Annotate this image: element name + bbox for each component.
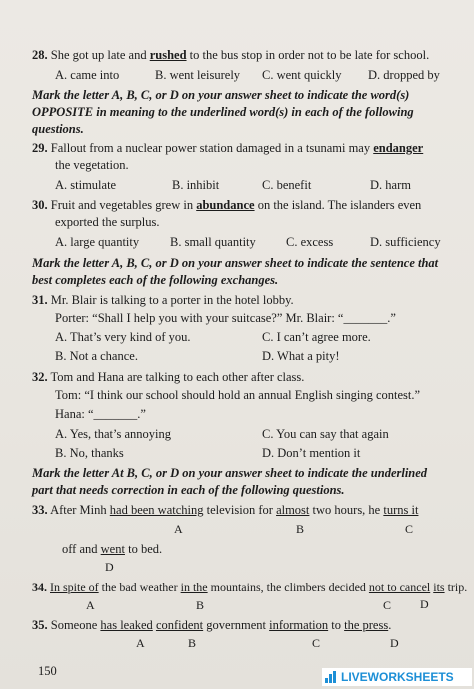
question-28 [32, 48, 429, 63]
option-d[interactable]: D. dropped by [368, 68, 440, 82]
question-text: Tom and Hana are talking to each other after class. [50, 370, 305, 384]
question-text: She got up late and [50, 48, 150, 62]
instruction-line: part that needs correction in each of the following questions. [32, 483, 345, 497]
label-a: A [136, 636, 145, 650]
question-text: government [203, 618, 270, 632]
instruction-line: Mark the letter A, B, C, or D on your answer sheet to indicate the word(s) [32, 88, 410, 102]
label-b: B [188, 636, 197, 650]
question-text: off and [62, 542, 101, 556]
question-text: Tom: “I think our school should hold an annual English singing contest.” [55, 388, 421, 402]
instruction-line: OPPOSITE in meaning to the underlined word(s) in each of the following [32, 105, 414, 119]
option-d[interactable]: D. sufficiency [370, 235, 441, 249]
instruction-line: questions. [32, 122, 84, 136]
underlined-part-a[interactable]: In spite of [50, 580, 99, 594]
underlined-part-a[interactable]: had been watching [109, 503, 204, 517]
question-34 [32, 580, 467, 595]
underlined-part-d[interactable]: went [100, 542, 125, 556]
liveworksheets-logo-icon [325, 671, 337, 683]
label-a: A [86, 598, 95, 612]
question-text: mountains, the climbers decided [207, 580, 369, 594]
label-b: B [196, 598, 205, 612]
underlined-part-a[interactable]: has leaked [100, 618, 153, 632]
question-number: 32. [32, 370, 48, 384]
underlined-part-c[interactable]: turns it [383, 503, 419, 517]
question-32 [32, 370, 304, 385]
question-33 [32, 503, 418, 518]
label-c: C [405, 522, 414, 536]
question-text: Fallout from a nuclear power station damaged in a tsunami may [50, 141, 374, 155]
underlined-word: endanger [373, 141, 424, 155]
question-30 [32, 198, 421, 213]
question-35 [32, 618, 391, 633]
question-text: Hana: “_______.” [55, 407, 146, 421]
instruction-line: Mark the letter At B, C, or D on your answer sheet to indicate the underlined [32, 466, 428, 480]
option-a[interactable]: A. Yes, that’s annoying [55, 427, 171, 441]
label-d: D [105, 560, 114, 574]
option-c[interactable]: C. excess [286, 235, 334, 249]
option-c[interactable]: C. went quickly [262, 68, 342, 82]
label-d: D [390, 636, 399, 650]
option-b[interactable]: B. small quantity [170, 235, 256, 249]
option-a[interactable]: A. That’s very kind of you. [55, 330, 191, 344]
question-text: television for [203, 503, 277, 517]
question-number: 30. [32, 198, 48, 212]
question-text [62, 542, 162, 557]
option-d[interactable]: D. Don’t mention it [262, 446, 361, 460]
option-b[interactable]: B. Not a chance. [55, 349, 138, 363]
question-text: Porter: “Shall I help you with your suitcase?” Mr. Blair: “_______.” [55, 311, 396, 325]
label-b: B [296, 522, 305, 536]
underlined-part-d[interactable]: its [433, 580, 445, 594]
question-text: the vegetation. [55, 158, 129, 172]
underlined-part-c[interactable]: information [269, 618, 329, 632]
underlined-word: rushed [149, 48, 187, 62]
option-c[interactable]: C. I can’t agree more. [262, 330, 371, 344]
question-number: 28. [32, 48, 48, 62]
question-31 [32, 293, 294, 308]
question-text: on the island. The islanders even [254, 198, 422, 212]
option-c[interactable]: C. You can say that again [262, 427, 389, 441]
question-text: two hours, he [309, 503, 384, 517]
underlined-part-c[interactable]: not to cancel [368, 580, 431, 594]
underlined-part-d[interactable]: the press [344, 618, 389, 632]
question-text: exported the surplus. [55, 215, 160, 229]
option-a[interactable]: A. stimulate [55, 178, 117, 192]
question-text: to bed. [124, 542, 163, 556]
watermark-text: LIVEWORKSHEETS [341, 670, 454, 684]
instruction-line: best completes each of the following exchanges. [32, 273, 279, 287]
question-text: Someone [50, 618, 101, 632]
question-number: 35. [32, 618, 48, 632]
question-text: trip. [444, 580, 468, 594]
label-c: C [312, 636, 321, 650]
underlined-part-b[interactable]: confident [155, 618, 204, 632]
question-text: to [328, 618, 345, 632]
question-text: the bad weather [98, 580, 181, 594]
underlined-word: abundance [196, 198, 255, 212]
option-b[interactable]: B. inhibit [172, 178, 220, 192]
page-number: 150 [38, 664, 57, 678]
question-number: 34. [32, 580, 47, 594]
label-a: A [174, 522, 183, 536]
question-number: 31. [32, 293, 48, 307]
option-d[interactable]: D. What a pity! [262, 349, 340, 363]
question-text: After Minh [50, 503, 110, 517]
question-29 [32, 141, 423, 156]
option-b[interactable]: B. No, thanks [55, 446, 124, 460]
underlined-part-b[interactable]: almost [276, 503, 310, 517]
underlined-part-b[interactable]: in the [180, 580, 208, 594]
option-a[interactable]: A. came into [55, 68, 120, 82]
question-text: to the bus stop in order not to be late for school. [186, 48, 430, 62]
option-d[interactable]: D. harm [370, 178, 411, 192]
instruction-line: Mark the letter A, B, C, or D on your answer sheet to indicate the sentence that [32, 256, 439, 270]
question-text: Fruit and vegetables grew in [50, 198, 197, 212]
option-b[interactable]: B. went leisurely [155, 68, 241, 82]
label-c: C [383, 598, 392, 612]
option-c[interactable]: C. benefit [262, 178, 312, 192]
question-text: . [388, 618, 392, 632]
question-text: Mr. Blair is talking to a porter in the hotel lobby. [50, 293, 294, 307]
label-d: D [420, 597, 429, 611]
option-a[interactable]: A. large quantity [55, 235, 140, 249]
liveworksheets-watermark[interactable] [322, 668, 472, 686]
question-number: 29. [32, 141, 48, 155]
question-number: 33. [32, 503, 48, 517]
